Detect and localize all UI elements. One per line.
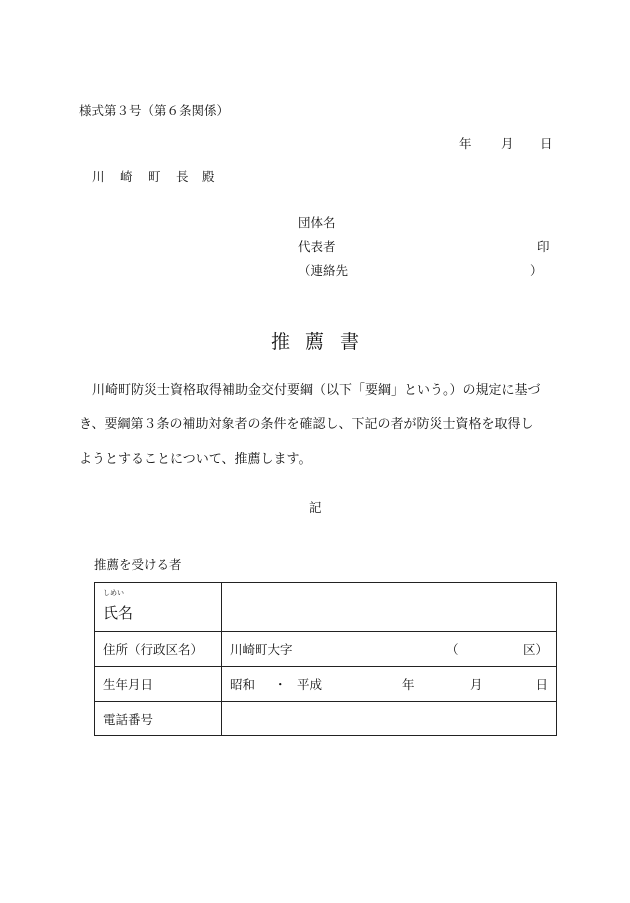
table-row-birthdate <box>95 667 557 702</box>
body-line: ようとすることについて、推薦します。 <box>79 452 312 467</box>
title-char: 推 <box>271 331 291 353</box>
table-row-phone <box>95 702 557 736</box>
ki-mark: 記 <box>309 500 322 515</box>
address-paren-open: （ <box>446 642 459 657</box>
phone-value-cell[interactable] <box>222 702 557 736</box>
form-number: 様式第３号（第６条関係） <box>79 103 230 118</box>
addressee-char: 崎 <box>120 169 133 184</box>
address-label-cell <box>95 632 222 667</box>
address-label: 住所（行政区名） <box>103 642 204 657</box>
table-caption: 推薦を受ける者 <box>94 557 182 572</box>
date-day-label: 日 <box>540 136 553 151</box>
birthdate-value-cell[interactable] <box>222 667 557 702</box>
nominee-table <box>94 582 557 736</box>
representative-label: 代表者 <box>298 239 336 254</box>
table-row-address <box>95 632 557 667</box>
seal-mark: 印 <box>537 239 550 254</box>
title-char: 書 <box>340 331 360 353</box>
name-ruby: しめい <box>103 588 124 597</box>
name-label-cell <box>95 583 222 632</box>
name-label: 氏名 <box>103 603 134 622</box>
birthdate-label-cell <box>95 667 222 702</box>
contact-label: （連絡先 <box>298 263 349 278</box>
address-value-cell[interactable] <box>222 632 557 667</box>
address-prefix: 川崎町大字 <box>230 642 293 657</box>
birth-year-label: 年 <box>402 677 415 692</box>
contact-close-paren: ） <box>530 263 543 278</box>
era-showa: 昭和 <box>230 677 256 692</box>
addressee-char: 川 <box>92 169 105 184</box>
phone-label-cell <box>95 702 222 736</box>
org-name-label: 団体名 <box>298 215 336 230</box>
date-month-label: 月 <box>501 136 514 151</box>
era-heisei: 平成 <box>297 677 323 692</box>
era-separator: ・ <box>274 677 287 692</box>
addressee-char: 殿 <box>202 169 215 184</box>
birth-month-label: 月 <box>470 677 483 692</box>
address-ku: 区） <box>522 642 548 657</box>
birthdate-label: 生年月日 <box>103 677 154 692</box>
table-row-name <box>95 583 557 632</box>
body-line: 川崎町防災士資格取得補助金交付要綱（以下「要綱」という。）の規定に基づ <box>92 383 541 398</box>
addressee-char: 長 <box>176 169 189 184</box>
title-char: 薦 <box>305 331 325 353</box>
name-value-cell[interactable] <box>222 583 557 632</box>
birth-day-label: 日 <box>535 677 548 692</box>
date-year-label: 年 <box>459 136 472 151</box>
phone-label: 電話番号 <box>103 711 154 727</box>
body-line: き、要綱第３条の補助対象者の条件を確認し、下記の者が防災士資格を取得し <box>79 417 534 432</box>
addressee-char: 町 <box>148 169 161 184</box>
